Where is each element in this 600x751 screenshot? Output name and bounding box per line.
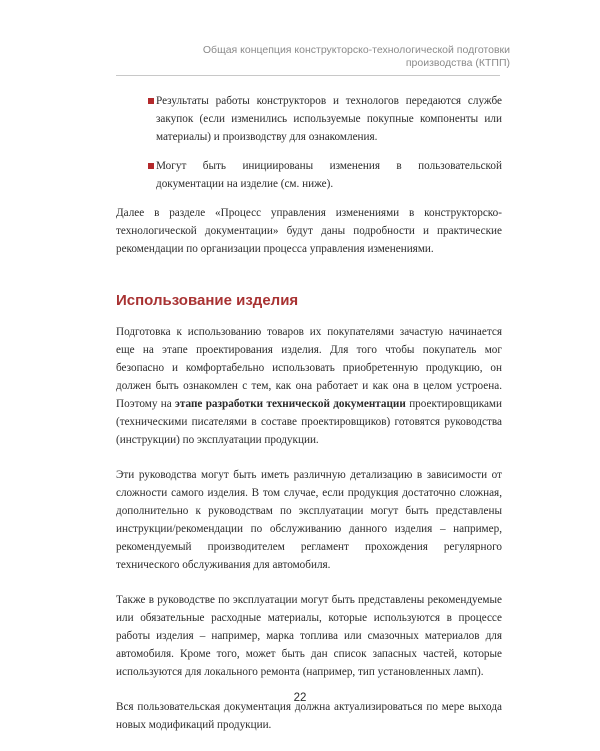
running-header-line-2: производства (КТПП) (405, 57, 510, 69)
square-bullet-icon (148, 163, 154, 169)
bullet-text: Могут быть инициированы изменения в пользовательской документации на изделие (см. ниже). (156, 160, 502, 190)
section-paragraph-1 (116, 323, 502, 449)
paragraph-text: Подготовка к использованию товаров их покупателями зачастую начинается еще на этапе проектирования изделия. Для того чтобы покупатель мог безопасно и комфортабельно использовать приобретенную продукцию, он должен быть ознакомлен с тем, как она работает и как она в целом устроена. Поэтому на (116, 326, 502, 410)
section-paragraph-2: Эти руководства могут быть иметь различную детализацию в зависимости от сложности самого изделия. В том случае, если продукция достаточно сложная, дополнительно к руководствам по эксплуатации могут быть представлены инструкции/рекомендации по обслуживанию данного изделия – например, рекомендуемый производителем регламент прохождения регулярного технического обслуживания для автомобиля. (116, 469, 502, 571)
bullet-list (116, 92, 502, 193)
running-header (180, 44, 510, 70)
section-paragraph-4: Вся пользовательская документация должна актуализироваться по мере выхода новых модификаций продукции. (116, 701, 502, 731)
section-heading: Использование изделия (116, 292, 299, 309)
bullet-item (116, 157, 502, 193)
paragraph-text: проектировщиками (техническими писателями в составе проектировщиков) готовятся руководства (инструкции) по эксплуатации продукции. (116, 398, 502, 446)
header-divider (116, 75, 500, 76)
square-bullet-icon (148, 98, 154, 104)
page-number: 22 (293, 692, 307, 704)
bullet-item (116, 92, 502, 146)
running-header-line-1: Общая концепция конструкторско-технологической подготовки (202, 44, 510, 56)
page-body (116, 92, 502, 751)
section-paragraph-3: Также в руководстве по эксплуатации могут быть представлены рекомендуемые или обязательные расходные материалы, которые используются в процессе работы изделия – например, марка топлива или смазочных материалов для автомобиля. Кроме того, может быть дан список запасных частей, которые используются для локального ремонта (например, тип установленных ламп). (116, 594, 502, 678)
bullet-text: Результаты работы конструкторов и технологов передаются службе закупок (если изменились используемые покупные компоненты или материалы) и производству для ознакомления. (156, 95, 502, 143)
intro-paragraph: Далее в разделе «Процесс управления изменениями в конструкторско-технологической документации» будут даны подробности и практические рекомендации по организации процесса управления изменениями. (116, 207, 502, 255)
emphasized-phrase: этапе разработки технической документации (175, 398, 406, 410)
